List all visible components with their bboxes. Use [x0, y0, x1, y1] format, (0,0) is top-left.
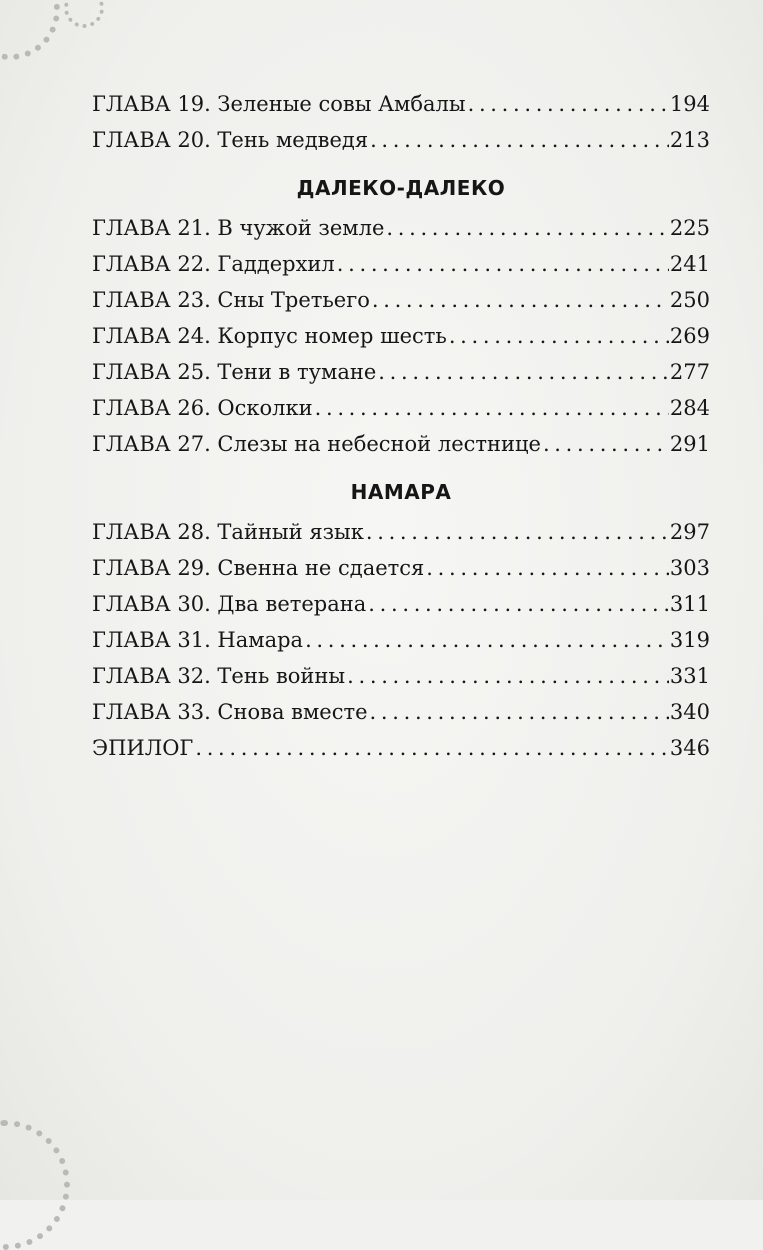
dot-leader — [543, 426, 669, 462]
section-title-far: ДАЛЕКО-ДАЛЕКО — [296, 176, 506, 200]
toc-entry — [92, 514, 710, 550]
chapter-title: ГЛАВА 25. Тени в тумане — [92, 360, 377, 384]
chapter-title: ГЛАВА 27. Слезы на небесной лестнице — [92, 432, 541, 456]
dot-leader — [426, 550, 669, 586]
dot-leader — [347, 658, 669, 694]
page-number: 269 — [669, 324, 710, 348]
page-number: 277 — [669, 360, 710, 384]
dot-leader — [372, 282, 669, 318]
chapter-title: ГЛАВА 31. Намара — [92, 628, 304, 652]
page-number: 250 — [669, 288, 710, 312]
chapter-title: ГЛАВА 26. Осколки — [92, 396, 313, 420]
page-number: 225 — [669, 216, 710, 240]
dot-leader — [315, 390, 669, 426]
dot-leader — [386, 210, 669, 246]
chapter-title: ГЛАВА 28. Тайный язык — [92, 520, 364, 544]
chapter-title: ГЛАВА 23. Сны Третьего — [92, 288, 370, 312]
dot-leader — [368, 586, 669, 622]
chapter-title: ГЛАВА 29. Свенна не сдается — [92, 556, 425, 580]
chapter-title: ГЛАВА 20. Тень медведя — [92, 128, 369, 152]
toc-entry — [92, 122, 710, 158]
page-number: 303 — [669, 556, 710, 580]
gear-ornament-icon — [0, 1120, 70, 1250]
page-number: 340 — [669, 700, 710, 724]
toc-entry — [92, 586, 710, 622]
toc-entry — [92, 246, 710, 282]
chapter-title: ГЛАВА 30. Два ветерана — [92, 592, 367, 616]
chapter-title: ГЛАВА 33. Снова вместе — [92, 700, 368, 724]
gear-ornament-icon — [0, 0, 60, 60]
toc-entry — [92, 694, 710, 730]
chapter-title: ГЛАВА 21. В чужой земле — [92, 216, 385, 240]
dot-leader — [366, 514, 669, 550]
toc-entry — [92, 354, 710, 390]
page-number: 311 — [669, 592, 710, 616]
dot-leader — [337, 246, 669, 282]
dot-leader — [449, 318, 669, 354]
toc-entry — [92, 210, 710, 246]
page-number: 346 — [669, 736, 710, 760]
toc-entry — [92, 282, 710, 318]
toc-entry — [92, 86, 710, 122]
page-number: 291 — [669, 432, 710, 456]
toc-entry — [92, 318, 710, 354]
dot-leader — [468, 86, 669, 122]
table-of-contents — [92, 86, 710, 766]
toc-entry — [92, 658, 710, 694]
page-number: 194 — [669, 92, 710, 116]
gear-ornament-icon — [64, 0, 104, 28]
toc-entry — [92, 390, 710, 426]
page-number: 331 — [669, 664, 710, 688]
toc-entry-epilogue — [92, 730, 710, 766]
chapter-title: ГЛАВА 22. Гаддерхил — [92, 252, 335, 276]
chapter-title: ГЛАВА 32. Тень войны — [92, 664, 346, 688]
toc-entry — [92, 550, 710, 586]
page-number: 319 — [669, 628, 710, 652]
page-number: 284 — [669, 396, 710, 420]
section-title-namara: НАМАРА — [350, 480, 452, 504]
toc-entry — [92, 426, 710, 462]
page-number: 213 — [669, 128, 710, 152]
dot-leader — [195, 730, 669, 766]
chapter-title: ГЛАВА 19. Зеленые совы Амбалы — [92, 92, 466, 116]
chapter-title: ГЛАВА 24. Корпус номер шесть — [92, 324, 447, 348]
dot-leader — [370, 694, 669, 730]
dot-leader — [305, 622, 669, 658]
page-number: 241 — [669, 252, 710, 276]
toc-entry — [92, 622, 710, 658]
chapter-title: ЭПИЛОГ — [92, 736, 194, 760]
page-number: 297 — [669, 520, 710, 544]
dot-leader — [378, 354, 669, 390]
dot-leader — [370, 122, 669, 158]
